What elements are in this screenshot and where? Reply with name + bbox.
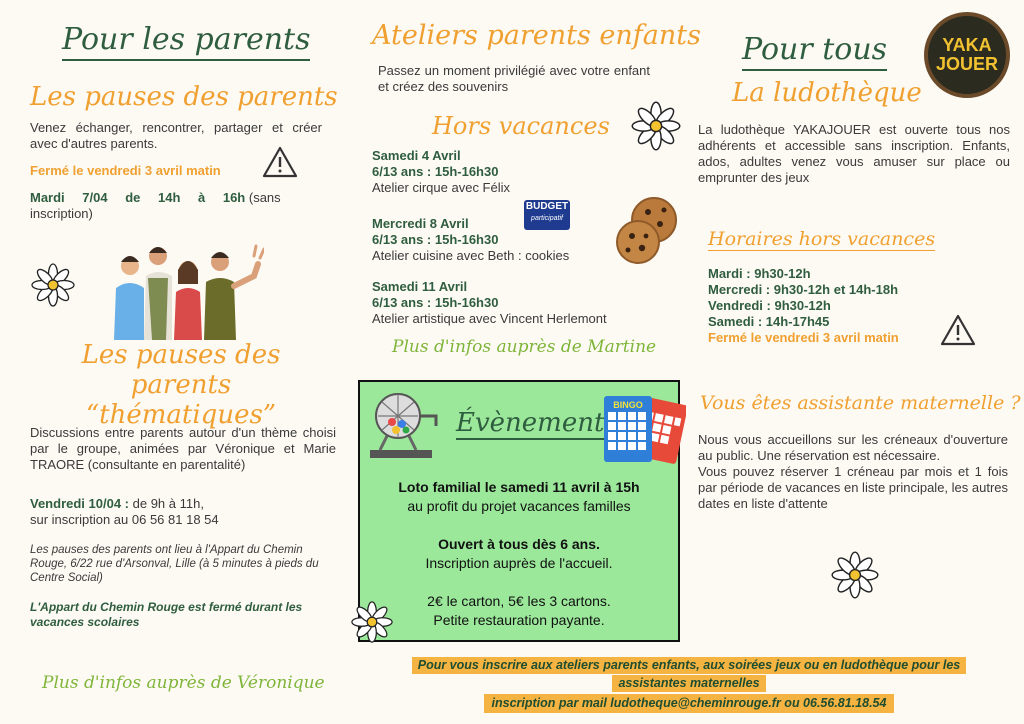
event-date: Samedi 11 Avril — [372, 279, 468, 294]
budget-badge: BUDGET participatif — [524, 200, 570, 230]
event-item — [372, 216, 672, 264]
thematic-title: Les pauses des parents “thématiques” — [81, 340, 281, 430]
hours-item: Mercredi : 9h30-12h et 14h-18h — [708, 282, 899, 297]
event-item — [372, 148, 672, 196]
hours-item: Mardi : 9h30-12h — [708, 266, 811, 281]
hours-list — [708, 266, 899, 346]
event-details — [360, 478, 678, 630]
yakajouer-logo: YAKA JOUER — [924, 12, 1010, 98]
daisy-icon — [350, 600, 394, 649]
hours-item: Samedi : 14h-17h45 — [708, 314, 830, 329]
col2-footer: Plus d'infos auprès de Martine — [392, 337, 657, 357]
banner-line: assistantes maternelles — [612, 675, 765, 692]
bingo-cage-icon — [366, 386, 444, 469]
col1-footer: Plus d'infos auprès de Véronique — [42, 673, 325, 693]
pauses-text: Venez échanger, rencontrer, partager et créer avec d'autres parents. — [30, 120, 322, 151]
col2-title: Ateliers parents enfants — [372, 20, 701, 51]
ludo-title: La ludothèque — [732, 78, 922, 108]
hors-title: Hors vacances — [432, 112, 610, 140]
warning-icon — [262, 146, 298, 183]
event-age: 6/13 ans : 15h-16h30 — [372, 164, 499, 179]
pauses-date: Mardi 7/04 de 14h à 16h (sans inscription) — [30, 190, 281, 221]
svg-text:BINGO: BINGO — [613, 400, 643, 410]
family-illustration — [108, 236, 264, 345]
hours-item: Vendredi : 9h30-12h — [708, 298, 831, 313]
col1-title: Pour les parents — [62, 22, 310, 57]
assist-text: Nous vous accueillons sur les créneaux d'ouverture au public. Une réservation est nécessaire. Vous pouvez réserver 1 créneau par mois et 1 fois par période de vacances en liste principale, les autres dates en liste d'attente — [698, 432, 1009, 511]
event-desc: Atelier cuisine avec Beth : cookies — [372, 248, 570, 263]
hours-title: Horaires hors vacances — [708, 228, 936, 250]
pauses-title: Les pauses des parents — [30, 82, 338, 112]
col3-title: Pour tous — [742, 32, 887, 67]
event-line: Inscription auprès de l'accueil. — [425, 555, 613, 571]
event-line: Loto familial le samedi 11 avril à 15h — [398, 479, 640, 495]
event-age: 6/13 ans : 15h-16h30 — [372, 232, 499, 247]
ludo-closed: Fermé le vendredi 3 avril matin — [708, 330, 899, 345]
event-date: Mercredi 8 Avril — [372, 216, 469, 231]
daisy-icon — [830, 550, 880, 605]
event-item — [372, 279, 672, 327]
banner-contact[interactable]: inscription par mail ludotheque@cheminrouge.fr ou 06.56.81.18.54 — [484, 694, 895, 713]
event-line: Ouvert à tous dès 6 ans. — [438, 536, 600, 552]
pauses-closed: Fermé le vendredi 3 avril matin — [30, 163, 221, 178]
closed-note: L'Appart du Chemin Rouge est fermé durant les vacances scolaires — [30, 600, 303, 629]
bingo-cards-icon — [598, 392, 686, 477]
event-line: 2€ le carton, 5€ les 3 cartons. — [427, 593, 611, 609]
signup-banner — [378, 656, 1000, 713]
warning-icon — [940, 314, 976, 351]
location-text: Les pauses des parents ont lieu à l'Appart du Chemin Rouge, 6/22 rue d'Arsonval, Lille (à 5 minutes à pieds du Centre Social) — [30, 544, 319, 584]
event-desc: Atelier cirque avec Félix — [372, 180, 510, 195]
event-desc: Atelier artistique avec Vincent Herlemont — [372, 311, 607, 326]
assist-title: Vous êtes assistante maternelle ? — [700, 392, 1021, 414]
event-line: Petite restauration payante. — [433, 612, 605, 628]
event-date: Samedi 4 Avril — [372, 148, 461, 163]
ludo-text: La ludothèque YAKAJOUER est ouverte tous nos adhérents et accessible sans inscription. Enfants, ados, adultes venez vous amuser sur place ou emprunter des jeux — [698, 122, 1010, 185]
event-line: au profit du projet vacances familles — [407, 498, 631, 514]
event-title: Évènement — [456, 408, 605, 438]
thematic-text: Discussions entre parents autour d'un thème choisi par le groupe, animées par Véronique et Marie TRAORE (consultante en parentalité) — [30, 425, 336, 472]
thematic-date: Vendredi 10/04 : de 9h à 11h, sur inscription au 06 56 81 18 54 — [30, 496, 219, 527]
event-age: 6/13 ans : 15h-16h30 — [372, 295, 499, 310]
col2-intro: Passez un moment privilégié avec votre enfant et créez des souvenirs — [378, 63, 650, 94]
daisy-icon — [30, 262, 76, 313]
banner-line: Pour vous inscrire aux ateliers parents enfants, aux soirées jeux ou en ludothèque pour les — [412, 657, 967, 674]
